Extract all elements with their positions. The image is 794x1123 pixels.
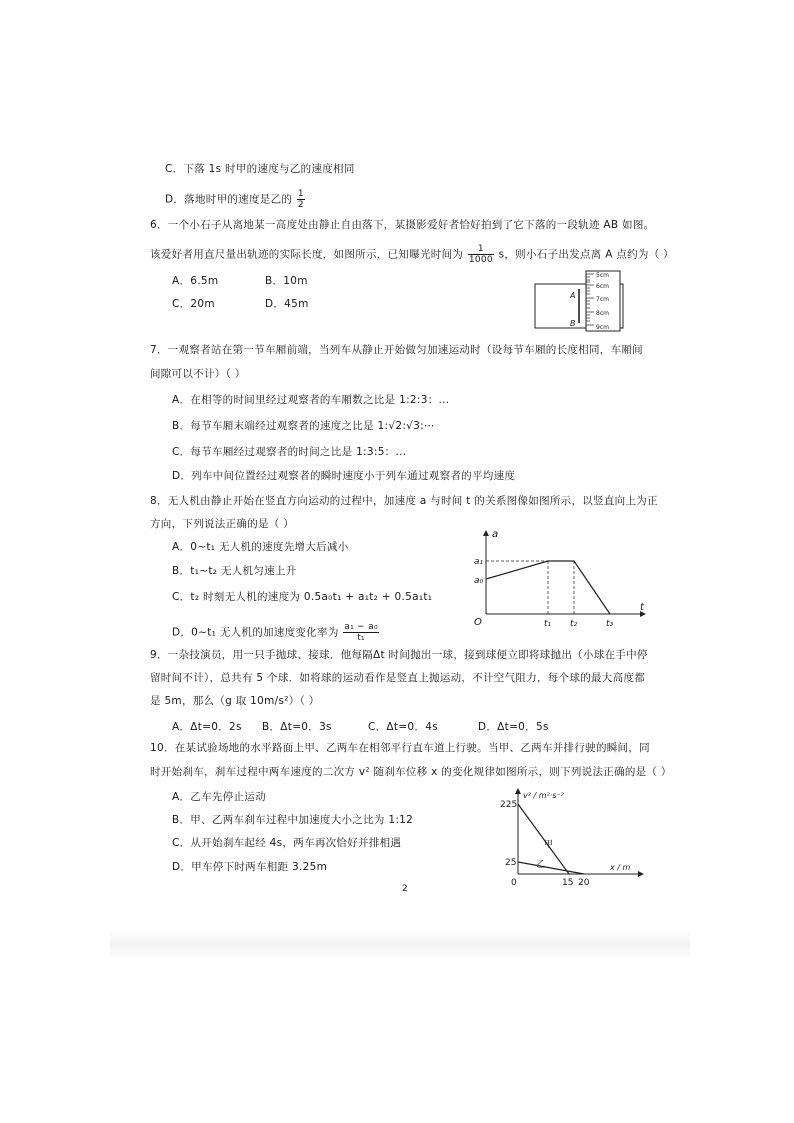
q7-stem-line1: 7．一观察者站在第一节车厢前端，当列车从静止开始做匀加速运动时（设每节车厢的长度相同，车厢间 [150,344,643,356]
q9-stem-line2: 留时间不计），总共有 5 个球．如将球的运动看作是竖直上抛运动，不计空气阻力，每个球的最大高度都 [150,672,646,684]
q10-velocity-squared-graph [498,788,648,888]
q5-option-d [165,189,306,210]
q8-option-b: B．t₁~t₂ 无人机匀速上升 [172,565,297,577]
y-axis-arrow [515,788,521,794]
x-axis-label: x / m [610,863,631,872]
q9-option-a: A．Δt=0．2s [172,721,242,733]
q8-stem-line1: 8．无人机由静止开始在竖直方向运动的过程中，加速度 a 与时间 t 的关系图像如图所示，以竖直向上为正 [150,495,658,507]
ruler-label-5cm: 5cm [596,272,609,279]
origin-label: O [474,617,482,628]
point-b-label: B [570,319,576,328]
q7-option-a: A．在相等的时间里经过观察者的车厢数之比是 1:2:3：... [172,394,450,406]
q6-exposure-fraction [468,244,494,265]
fraction-numerator: 1 [468,244,494,255]
t3-label: t₃ [606,619,614,629]
q10-stem-line2: 时开始刹车，刹车过程中两车速度的二次方 v² 随刹车位移 x 的变化规律如图所示，则下列说法正确的是（ ） [150,766,672,778]
a0-label: a₀ [474,576,484,586]
y-axis-label: v² / m²·s⁻² [523,791,564,800]
scan-shadow [110,930,690,960]
q9-option-d: D．Δt=0．5s [478,721,549,733]
y-axis-label: a [492,529,499,540]
q5-option-d-text: D．落地时甲的速度是乙的 [165,193,293,206]
q6-stem-suffix: s，则小石子出发点离 A 点约为（ ） [498,248,674,261]
q10-stem-line1: 10．在某试验场地的水平路面上甲、乙两车在相邻平行直车道上行驶。当甲、乙两车并排行驶的瞬间，同 [150,742,650,754]
ruler-label-6cm: 6cm [596,283,609,290]
ruler-label-7cm: 7cm [596,296,609,303]
q9-option-c: C．Δt=0．4s [368,721,438,733]
point-a-label: A [570,291,576,300]
ruler-label-8cm: 8cm [596,310,609,317]
x-label-20: 20 [578,878,590,888]
y-axis-arrow [483,530,489,536]
y-label-225: 225 [500,800,518,810]
q8-option-d-fraction [343,622,379,643]
fraction-numerator: a₁ − a₀ [344,622,378,632]
q5-option-d-fraction [297,189,305,210]
page-number: 2 [402,884,408,894]
q6-option-b: B．10m [265,275,308,287]
fraction-numerator: 1 [297,189,304,199]
t2-label: t₂ [570,619,578,629]
q8-option-d [172,622,380,643]
q10-option-b: B．甲、乙两车刹车过程中加速度大小之比为 1:12 [172,814,414,826]
q7-stem-line2: 间隙可以不计）（ ） [150,368,246,380]
jia-label: 甲 [544,840,554,850]
q6-stem-text: 该爱好者用直尺量出轨迹的实际长度，如图所示，已知曝光时间为 [150,248,464,261]
q6-ruler-figure [532,268,632,334]
q8-option-a: A．0~t₁ 无人机的速度先增大后减小 [172,541,349,553]
line-yi [518,862,584,874]
q5-option-c: C．下落 1s 时甲的速度与乙的速度相同 [165,163,355,175]
q10-option-c: C．从开始刹车起经 4s，两车再次恰好并排相遇 [172,837,402,849]
q9-option-b: B．Δt=0．3s [262,721,332,733]
x-axis-label: t [640,602,644,613]
q10-option-d: D．甲车停下时两车相距 3.25m [172,861,328,873]
x-label-15: 15 [562,878,574,888]
q9-stem-line1: 9．一杂技演员，用一只手抛球、接球．他每隔Δt 时间抛出一球，接到球便立即将球抛出（小球在手中停 [150,649,648,661]
fraction-denominator: 1000 [468,255,493,265]
origin-label: 0 [511,878,517,888]
q8-acceleration-time-graph [470,528,650,630]
q9-stem-line3: 是 5m，那么（g 取 10m/s²）（ ） [150,695,320,707]
x-axis-arrow [638,871,644,877]
q8-option-d-text: D．0~t₁ 无人机的加速度变化率为 [172,626,339,639]
fraction-denominator: 2 [297,200,304,210]
q6-option-c: C．20m [172,298,215,310]
q6-option-a: A．6.5m [172,275,219,287]
q7-option-b: B．每节车厢末端经过观察者的速度之比是 1:√2:√3:⋯ [172,420,435,432]
q8-option-c: C．t₂ 时刻无人机的速度为 0.5a₀t₁ + a₁t₂ + 0.5a₁t₁ [172,591,433,603]
q6-option-d: D．45m [265,298,309,310]
q7-option-d: D．列车中间位置经过观察者的瞬时速度小于列车通过观察者的平均速度 [172,470,516,482]
y-label-25: 25 [505,858,517,868]
a1-label: a₁ [474,557,484,567]
q6-stem-line1: 6．一个小石子从离地某一高度处由静止自由落下，某摄影爱好者恰好拍到了它下落的一段轨迹 AB 如图。 [150,219,655,231]
yi-label: 乙 [536,860,546,870]
q10-option-a: A．乙车先停止运动 [172,791,266,803]
fraction-denominator: t₁ [357,633,365,643]
ruler-label-9cm: 9cm [596,324,609,331]
q8-stem-line2: 方向，下列说法正确的是（ ） [150,518,295,530]
q7-option-c: C．每节车厢经过观察者的时间之比是 1:3:5：... [172,446,407,458]
t1-label: t₁ [544,619,552,629]
q6-stem-line2 [150,244,674,265]
